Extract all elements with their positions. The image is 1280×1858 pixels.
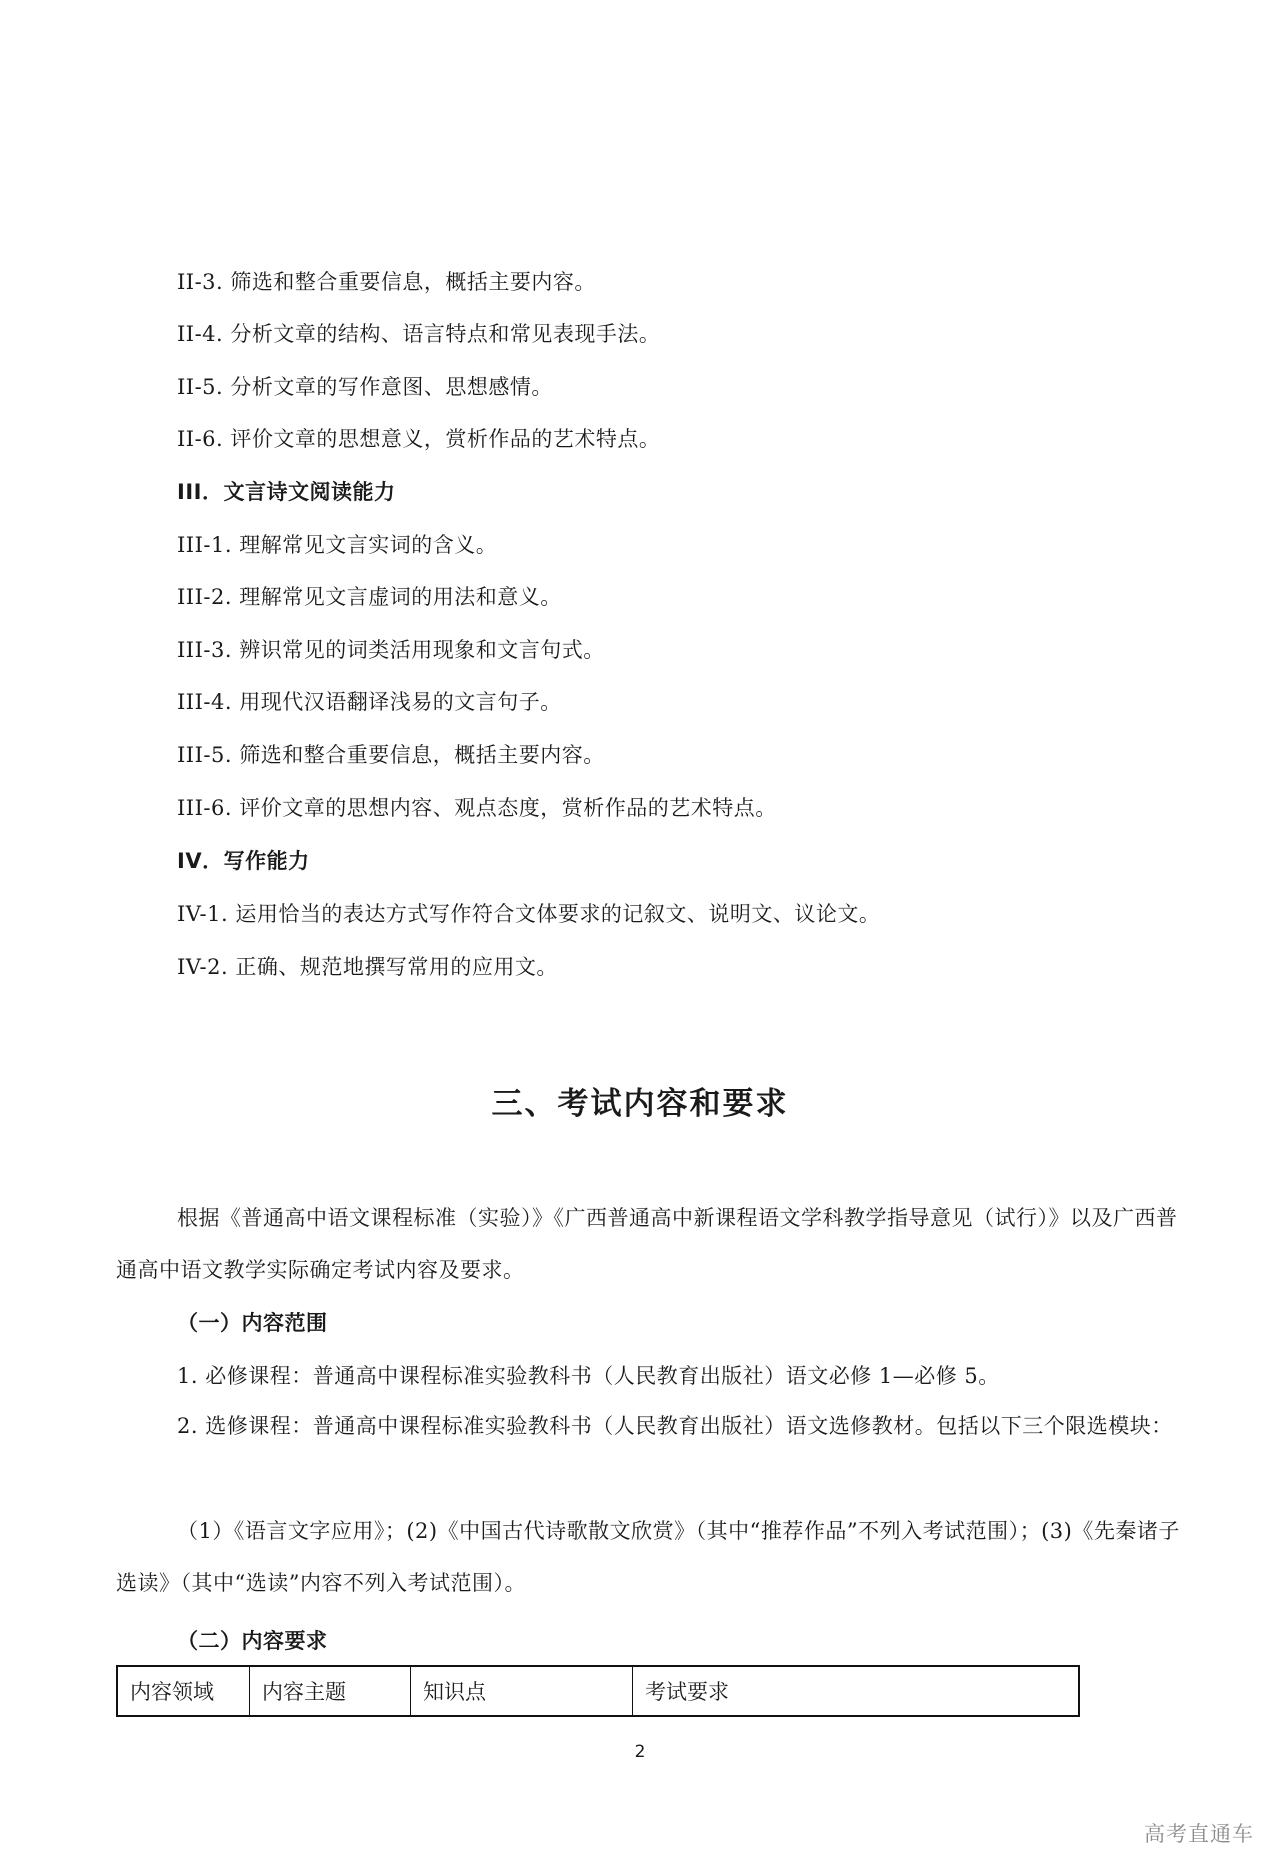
ability-item-IV-2: IV-2. 正确、规范地撰写常用的应用文。 — [177, 955, 558, 979]
scope-heading: （一）内容范围 — [177, 1311, 328, 1335]
section-heading-writing: IV．写作能力 — [177, 849, 310, 873]
ability-item-III-4: III-4. 用现代汉语翻译浅易的文言句子。 — [177, 690, 562, 714]
requirements-heading: （二）内容要求 — [177, 1629, 328, 1653]
table-header-cell: 知识点 — [411, 1667, 633, 1715]
ability-item-II-4: II-4. 分析文章的结构、语言特点和常见表现手法。 — [177, 322, 661, 346]
page-number: 2 — [634, 1742, 646, 1762]
ability-item-III-1: III-1. 理解常见文言实词的含义。 — [177, 533, 498, 557]
section-heading-classical-reading: III．文言诗文阅读能力 — [177, 480, 396, 504]
ability-item-III-5: III-5. 筛选和整合重要信息，概括主要内容。 — [177, 743, 605, 767]
table-header-cell: 内容主题 — [250, 1667, 411, 1715]
scope-item-2: 2. 选修课程：普通高中课程标准实验教科书（人民教育出版社）语文选修教材。包括以下三个限选模块： — [177, 1414, 1173, 1438]
scope-item-3: （1）《语言文字应用》；(2)《中国古代诗歌散文欣赏》（其中“推荐作品”不列入考试范围）；(3)《先秦诸子选读》（其中“选读”内容不列入考试范围）。 — [116, 1519, 1180, 1595]
ability-item-II-3: II-3. 筛选和整合重要信息，概括主要内容。 — [177, 270, 596, 294]
ability-item-II-6: II-6. 评价文章的思想意义，赏析作品的艺术特点。 — [177, 427, 661, 451]
intro-paragraph: 根据《普通高中语文课程标准（实验）》《广西普通高中新课程语文学科教学指导意见（试行）》以及广西普通高中语文教学实际确定考试内容及要求。 — [116, 1206, 1178, 1282]
watermark: 高考直通车 — [1144, 1822, 1254, 1846]
table-header-cell: 内容领域 — [118, 1667, 250, 1715]
chapter-title: 三、考试内容和要求 — [491, 1086, 789, 1122]
ability-item-III-6: III-6. 评价文章的思想内容、观点态度，赏析作品的艺术特点。 — [177, 796, 777, 820]
ability-item-II-5: II-5. 分析文章的写作意图、思想感情。 — [177, 375, 553, 399]
requirements-table-header — [116, 1665, 1080, 1717]
table-header-cell: 考试要求 — [645, 1680, 729, 1704]
scope-item-1: 1. 必修课程：普通高中课程标准实验教科书（人民教育出版社）语文必修 1—必修 5。 — [177, 1364, 1000, 1388]
ability-item-IV-1: IV-1. 运用恰当的表达方式写作符合文体要求的记叙文、说明文、议论文。 — [177, 902, 881, 926]
ability-item-III-2: III-2. 理解常见文言虚词的用法和意义。 — [177, 585, 562, 609]
ability-item-III-3: III-3. 辨识常见的词类活用现象和文言句式。 — [177, 638, 605, 662]
